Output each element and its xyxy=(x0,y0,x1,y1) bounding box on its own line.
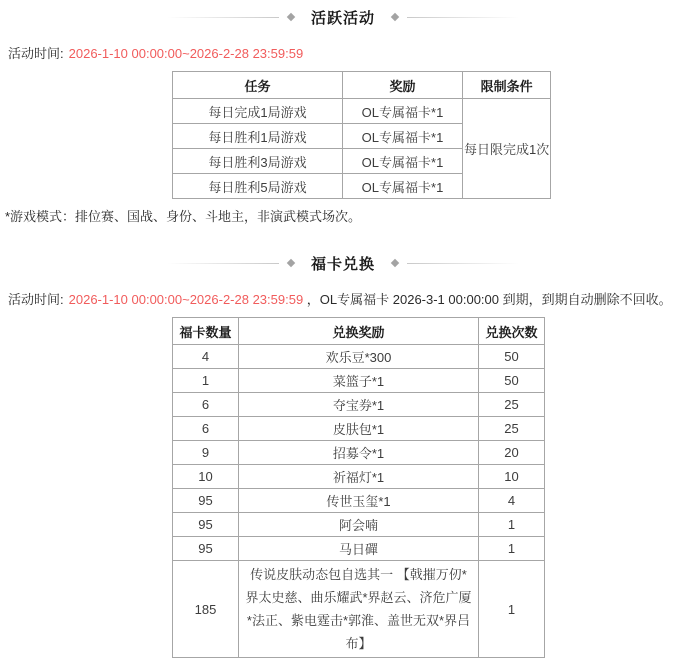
task-cell: 每日胜利1局游戏 xyxy=(173,124,343,149)
table-row xyxy=(173,441,545,465)
times-cell: 1 xyxy=(479,537,545,561)
task-cell: 每日完成1局游戏 xyxy=(173,99,343,124)
column-header-task: 任务 xyxy=(173,72,343,99)
table-header-row xyxy=(173,318,545,345)
count-cell: 1 xyxy=(173,369,239,393)
reward-cell: OL专属福卡*1 xyxy=(343,99,463,124)
section-title-card-exchange: 福卡兑换 xyxy=(310,255,375,273)
reward-cell: 马日磾 xyxy=(239,537,479,561)
count-cell: 95 xyxy=(173,513,239,537)
task-cell: 每日胜利3局游戏 xyxy=(173,149,343,174)
reward-cell: 招募令*1 xyxy=(239,441,479,465)
diamond-icon xyxy=(391,13,399,21)
column-header-exchange-times: 兑换次数 xyxy=(479,318,545,345)
times-cell: 50 xyxy=(479,345,545,369)
section-card-exchange xyxy=(0,254,686,658)
divider-line-right xyxy=(407,17,519,18)
times-cell: 10 xyxy=(479,465,545,489)
reward-cell: 祈福灯*1 xyxy=(239,465,479,489)
times-cell: 1 xyxy=(479,513,545,537)
activity-time-line-1 xyxy=(0,45,686,62)
divider-line-right xyxy=(407,263,519,264)
reward-cell: 欢乐豆*300 xyxy=(239,345,479,369)
table-row xyxy=(173,489,545,513)
section-active-events xyxy=(0,8,686,225)
count-cell: 10 xyxy=(173,465,239,489)
activity-time-label: 活动时间: xyxy=(8,292,64,307)
activity-time-label: 活动时间: xyxy=(8,46,64,61)
game-mode-note: *游戏模式：排位赛、国战、身份、斗地主，非演武模式场次。 xyxy=(5,209,362,224)
reward-cell: 阿会喃 xyxy=(239,513,479,537)
table-header-row xyxy=(173,72,551,99)
count-cell: 6 xyxy=(173,393,239,417)
divider-line-left xyxy=(167,263,279,264)
limit-cell: 每日限完成1次 xyxy=(463,99,551,199)
reward-cell: OL专属福卡*1 xyxy=(343,124,463,149)
reward-cell: 皮肤包*1 xyxy=(239,417,479,441)
count-cell: 9 xyxy=(173,441,239,465)
times-cell: 25 xyxy=(479,417,545,441)
activity-time-line-2 xyxy=(0,291,686,308)
table-row xyxy=(173,537,545,561)
count-cell: 6 xyxy=(173,417,239,441)
times-cell: 1 xyxy=(479,561,545,658)
column-header-exchange-reward: 兑换奖励 xyxy=(239,318,479,345)
divider-line-left xyxy=(167,17,279,18)
table-row xyxy=(173,369,545,393)
table-row xyxy=(173,561,545,658)
column-header-card-count: 福卡数量 xyxy=(173,318,239,345)
diamond-icon xyxy=(391,259,399,267)
table-row xyxy=(173,513,545,537)
times-cell: 4 xyxy=(479,489,545,513)
count-cell: 185 xyxy=(173,561,239,658)
table-row xyxy=(173,345,545,369)
table-row xyxy=(173,465,545,489)
activity-time-value: 2026-1-10 00:00:00~2026-2-28 23:59:59 xyxy=(68,292,304,307)
times-cell: 50 xyxy=(479,369,545,393)
diamond-icon xyxy=(287,259,295,267)
card-exchange-table xyxy=(172,317,545,658)
reward-cell: 传说皮肤动态包自选其一 【戟摧万仞*界太史慈、曲乐耀武*界赵云、济危广厦*法正、紫电霆击*郭淮、盖世无双*界吕布】 xyxy=(239,561,479,658)
count-cell: 95 xyxy=(173,537,239,561)
activity-time-value: 2026-1-10 00:00:00~2026-2-28 23:59:59 xyxy=(68,46,304,61)
reward-cell: OL专属福卡*1 xyxy=(343,174,463,199)
reward-cell: 夺宝券*1 xyxy=(239,393,479,417)
column-header-reward: 奖励 xyxy=(343,72,463,99)
count-cell: 95 xyxy=(173,489,239,513)
count-cell: 4 xyxy=(173,345,239,369)
reward-cell: 传世玉玺*1 xyxy=(239,489,479,513)
reward-cell: 菜篮子*1 xyxy=(239,369,479,393)
diamond-icon xyxy=(287,13,295,21)
table-row xyxy=(173,417,545,441)
times-cell: 20 xyxy=(479,441,545,465)
reward-cell: OL专属福卡*1 xyxy=(343,149,463,174)
column-header-limit: 限制条件 xyxy=(463,72,551,99)
table-row xyxy=(173,99,551,124)
section-title-active-events: 活跃活动 xyxy=(310,9,375,27)
activity-time-suffix: ，OL专属福卡 2026-3-1 00:00:00 到期，到期自动删除不回收。 xyxy=(303,292,672,307)
active-events-header xyxy=(0,8,686,26)
times-cell: 25 xyxy=(479,393,545,417)
task-cell: 每日胜利5局游戏 xyxy=(173,174,343,199)
card-exchange-header xyxy=(0,254,686,272)
daily-task-table xyxy=(172,71,551,199)
table-row xyxy=(173,393,545,417)
